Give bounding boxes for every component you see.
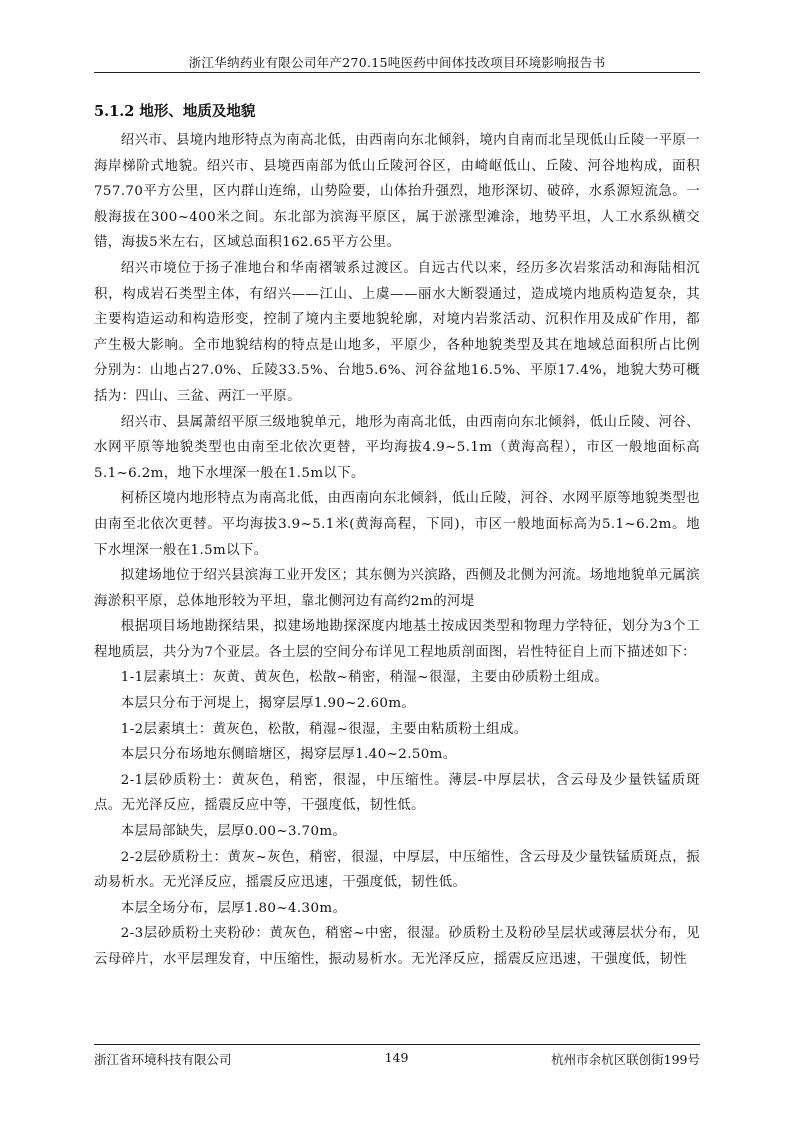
page-number: 149 xyxy=(384,1050,409,1065)
paragraph: 本层只分布于河堤上，揭穿层厚1.90~2.60m。 xyxy=(120,696,416,712)
body-text xyxy=(94,128,700,973)
footer-divider xyxy=(94,1044,700,1045)
paragraph: 2-3层砂质粉土夹粉砂：黄灰色，稍密~中密，很湿。砂质粉土及粉砂呈层状或薄层状分布，见云母碎片，水平层理发育，中压缩性，振动易析水。无光泽反应，摇震反应迅速，干强度低，韧性 xyxy=(94,926,700,967)
paragraph: 绍兴市、县境内地形特点为南高北低，由西南向东北倾斜，境内自南而北呈现低山丘陵一平原一海岸梯阶式地貌。绍兴市、县境西南部为低山丘陵河谷区，由崎岖低山、丘陵、河谷地构成，面积757.70平方公里，区内群山连绵，山势险要，山体抬升强烈，地形深切、破碎，水系源短流急。一般海拔在300~400米之间。东北部为滨海平原区，属于淤涨型滩涂，地势平坦，人工水系纵横交错，海拔5米左右，区域总面积162.65平方公里。 xyxy=(94,133,700,251)
paragraph: 柯桥区境内地形特点为南高北低，由西南向东北倾斜，低山丘陵，河谷、水网平原等地貌类型也由南至北依次更替。平均海拔3.9~5.1米(黄海高程，下同)，市区一般地面标高为5.1~6.2m。地下水埋深一般在1.5m以下。 xyxy=(94,491,700,558)
paragraph: 绍兴市境位于扬子准地台和华南褶皱系过渡区。自远古代以来，经历多次岩浆活动和海陆相沉积，构成岩石类型主体，有绍兴——江山、上虞——丽水大断裂通过，造成境内地质构造复杂，其主要构造运动和构造形变，控制了境内主要地貌轮廓，对境内岩浆活动、沉积作用及成矿作用，都产生极大影响。全市地貌结构的特点是山地多，平原少，各种地貌类型及其在地域总面积所占比例分别为：山地占27.0%、丘陵33.5%、台地5.6%、河谷盆地16.5%、平原17.4%，地貌大势可概括为：四山、三盆、两江一平原。 xyxy=(94,260,700,404)
section-heading: 5.1.2 地形、地质及地貌 xyxy=(94,103,256,120)
paragraph: 本层全场分布，层厚1.80~4.30m。 xyxy=(120,900,347,916)
paragraph: 本层局部缺失，层厚0.00~3.70m。 xyxy=(120,824,347,840)
paragraph: 2-2层砂质粉土：黄灰~灰色，稍密，很湿，中厚层，中压缩性，含云母及少量铁锰质斑点，振动易析水。无光泽反应，摇震反应迅速，干强度低，韧性低。 xyxy=(94,849,700,891)
paragraph: 本层只分布场地东侧暗塘区，揭穿层厚1.40~2.50m。 xyxy=(120,747,457,763)
paragraph: 1-2层素填土：黄灰色，松散，稍湿~很湿，主要由粘质粉土组成。 xyxy=(120,721,528,737)
footer-address: 杭州市余杭区联创街199号 xyxy=(551,1052,700,1067)
paragraph: 拟建场地位于绍兴县滨海工业开发区；其东侧为兴滨路，西侧及北侧为河流。场地地貌单元属滨海淤积平原，总体地形较为平坦，靠北侧河边有高约2m的河堤 xyxy=(94,568,700,609)
footer-company: 浙江省环境科技有限公司 xyxy=(94,1052,232,1067)
header-divider xyxy=(94,72,700,73)
paragraph: 绍兴市、县属萧绍平原三级地貌单元，地形为南高北低，由西南向东北倾斜，低山丘陵、河谷、水网平原等地貌类型也由南至北依次更替，平均海拔4.9~5.1m（黄海高程），市区一般地面标高5.1~6.2m，地下水埋深一般在1.5m以下。 xyxy=(94,414,700,481)
paragraph: 根据项目场地勘探结果，拟建场地勘探深度内地基土按成因类型和物理力学特征，划分为3个工程地质层，共分为7个亚层。各土层的空间分布详见工程地质剖面图，岩性特征自上而下描述如下： xyxy=(94,619,700,660)
page-header-title: 浙江华纳药业有限公司年产270.15吨医药中间体技改项目环境影响报告书 xyxy=(188,55,606,70)
paragraph: 1-1层素填土：灰黄、黄灰色，松散~稍密，稍湿~很湿，主要由砂质粉土组成。 xyxy=(120,670,609,686)
paragraph: 2-1层砂质粉土：黄灰色，稍密，很湿，中压缩性。薄层-中厚层状，含云母及少量铁锰质斑点。无光泽反应，摇震反应中等，干强度低，韧性低。 xyxy=(94,772,700,814)
